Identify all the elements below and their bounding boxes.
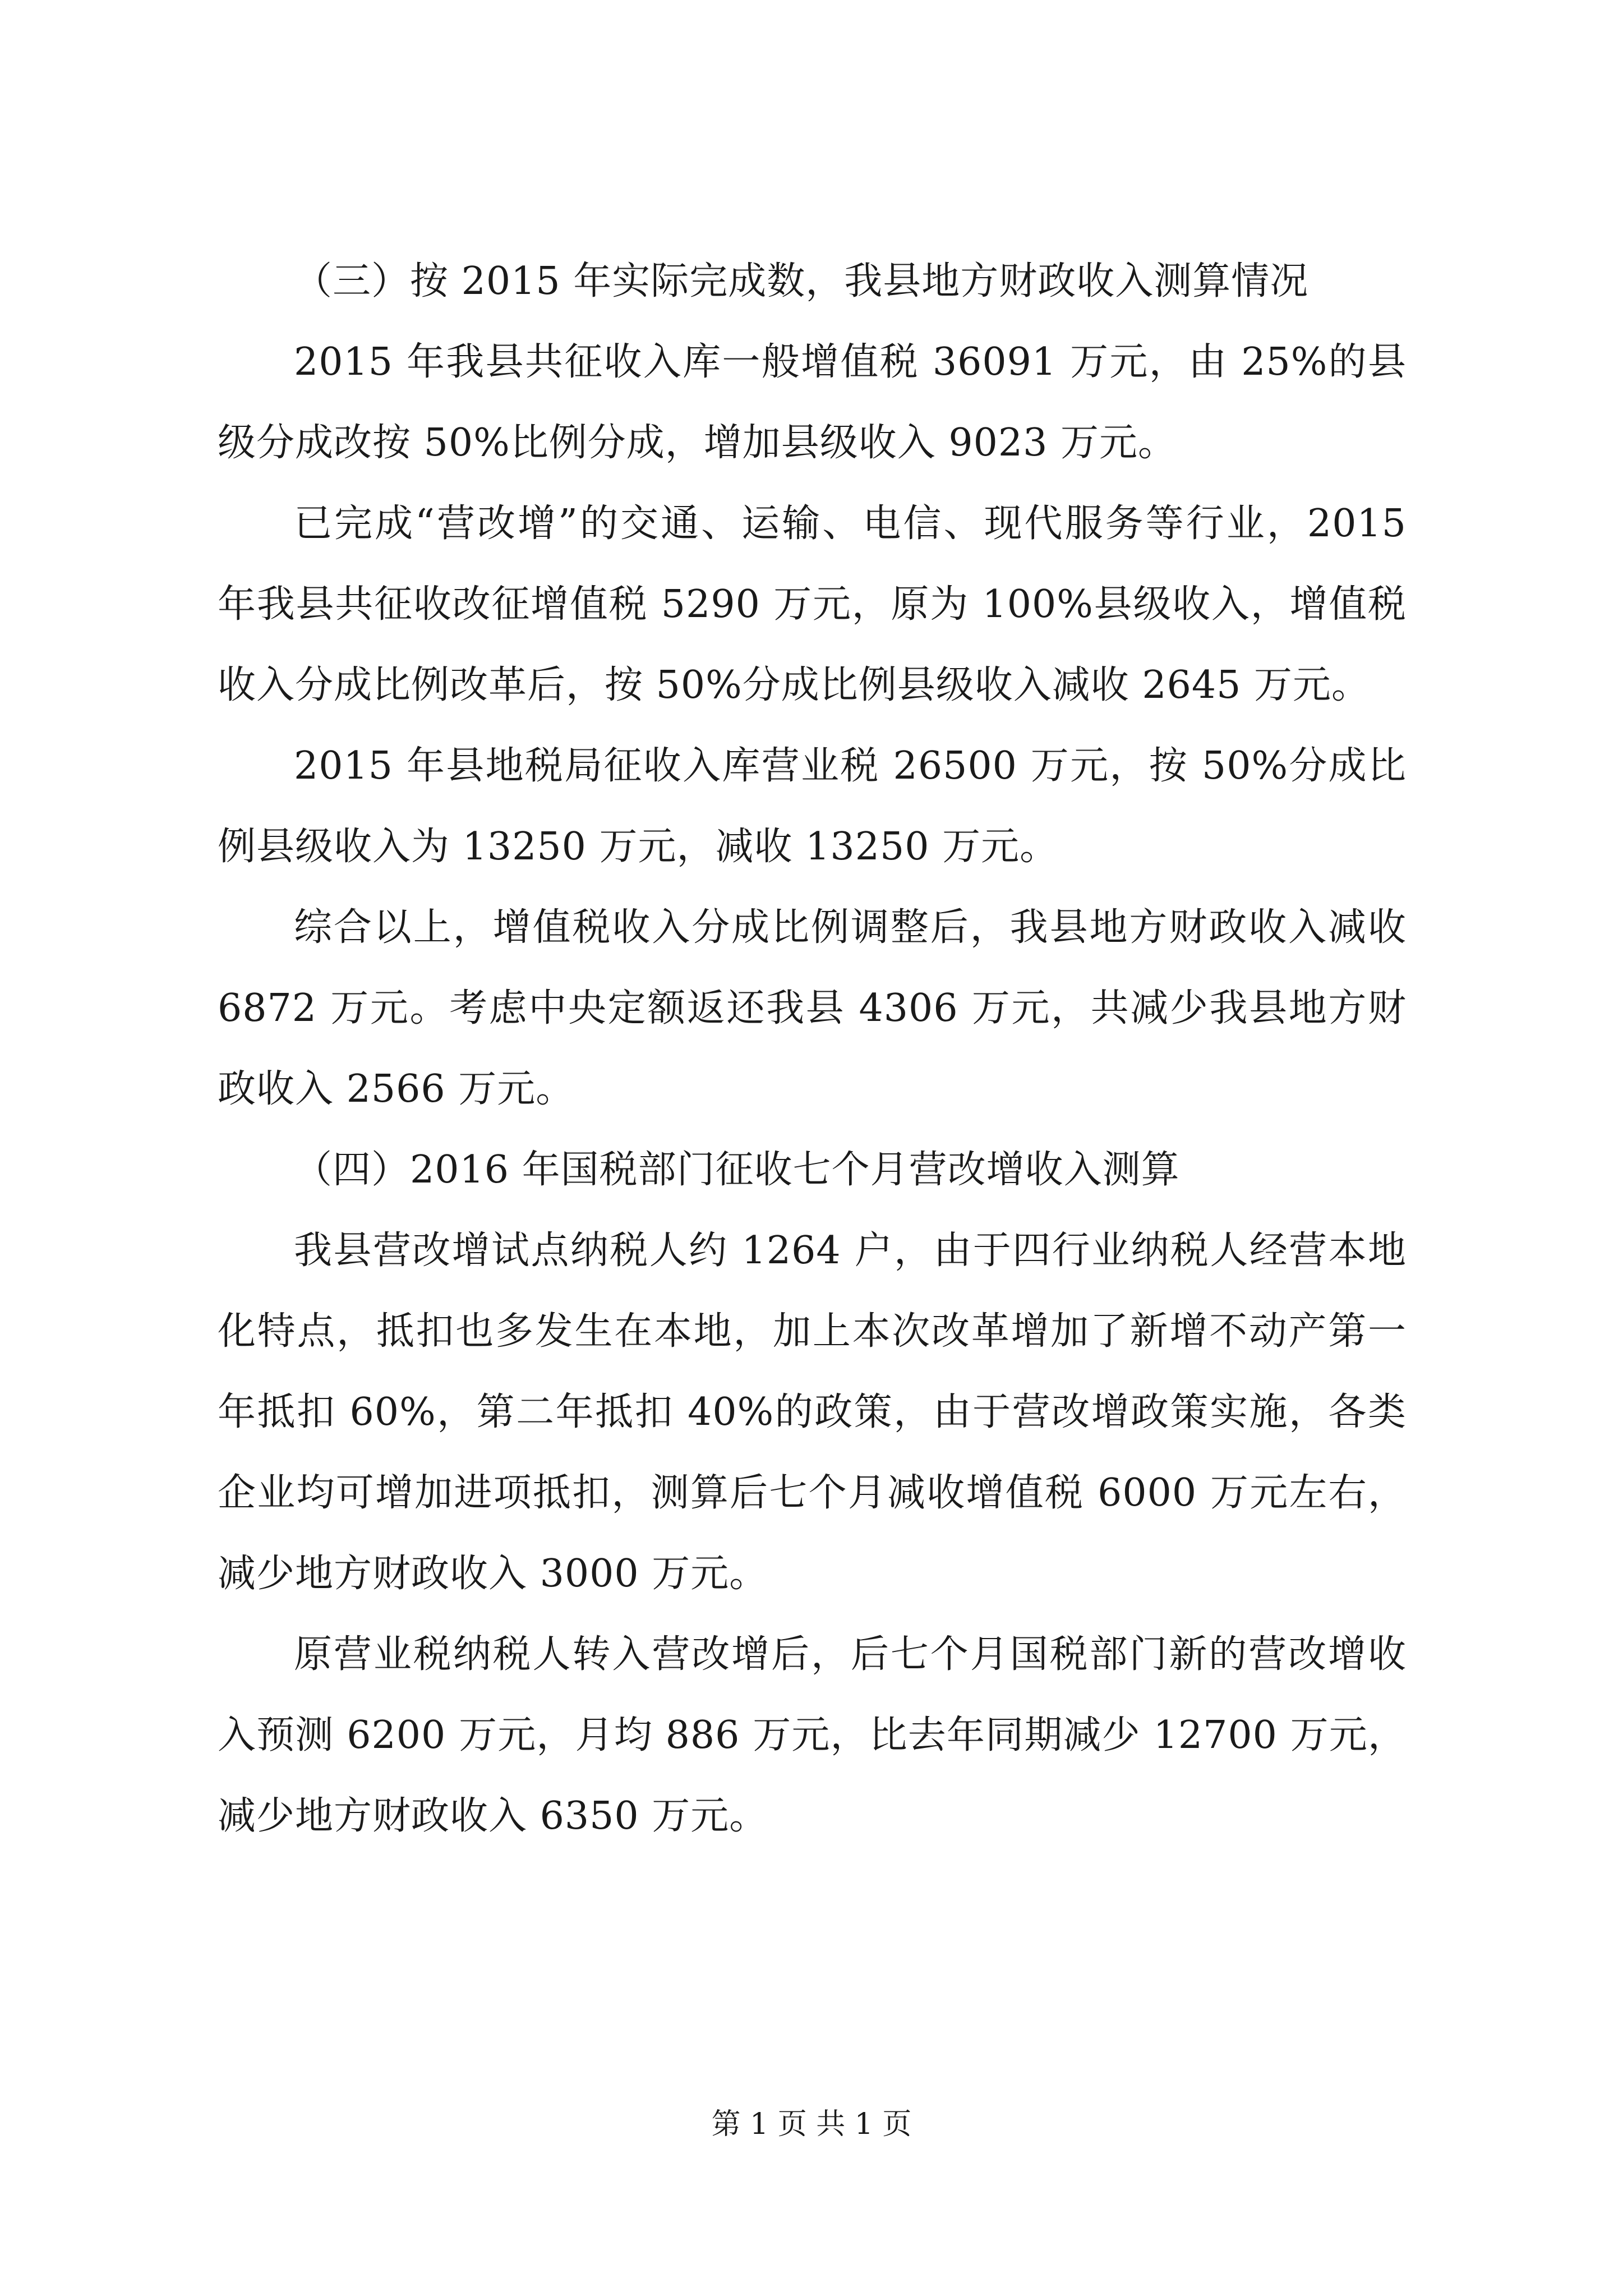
paragraph-pilot-taxpayers: 我县营改增试点纳税人约 1264 户，由于四行业纳税人经营本地化特点，抵扣也多发生在本地，加上本次改革增加了新增不动产第一年抵扣 60%，第二年抵扣 40%的政策，由于营改增政策实施，各类企业均可增加进项抵扣，测算后七个月减收增值税 6000 万元左右，减少地方财政收入 3000 万元。 bbox=[218, 1228, 1407, 1596]
section-heading-3: （三）按 2015 年实际完成数，我县地方财政收入测算情况 bbox=[294, 259, 1309, 303]
paragraph-summary: 综合以上，增值税收入分成比例调整后，我县地方财政收入减收 6872 万元。考虑中央定额返还我县 4306 万元，共减少我县地方财政收入 2566 万元。 bbox=[218, 905, 1407, 1111]
paragraph-forecast: 原营业税纳税人转入营改增后，后七个月国税部门新的营改增收入预测 6200 万元，月均 886 万元，比去年同期减少 12700 万元，减少地方财政收入 6350 万元。 bbox=[218, 1632, 1407, 1838]
document-body bbox=[218, 241, 1407, 1857]
paragraph-completed-industries: 已完成“营改增”的交通、运输、电信、现代服务等行业，2015 年我县共征收改征增值税 5290 万元，原为 100%县级收入，增值税收入分成比例改革后，按 50%分成比例县级收入减收 2645 万元。 bbox=[218, 501, 1407, 707]
paragraph-business-tax: 2015 年县地税局征收入库营业税 26500 万元，按 50%分成比例县级收入为 13250 万元，减收 13250 万元。 bbox=[218, 744, 1407, 869]
paragraph-vat-collection: 2015 年我县共征收入库一般增值税 36091 万元，由 25%的县级分成改按 50%比例分成，增加县级收入 9023 万元。 bbox=[218, 340, 1407, 465]
section-heading-4: （四）2016 年国税部门征收七个月营改增收入测算 bbox=[294, 1148, 1180, 1192]
page-footer: 第 1 页 共 1 页 bbox=[711, 2108, 912, 2141]
